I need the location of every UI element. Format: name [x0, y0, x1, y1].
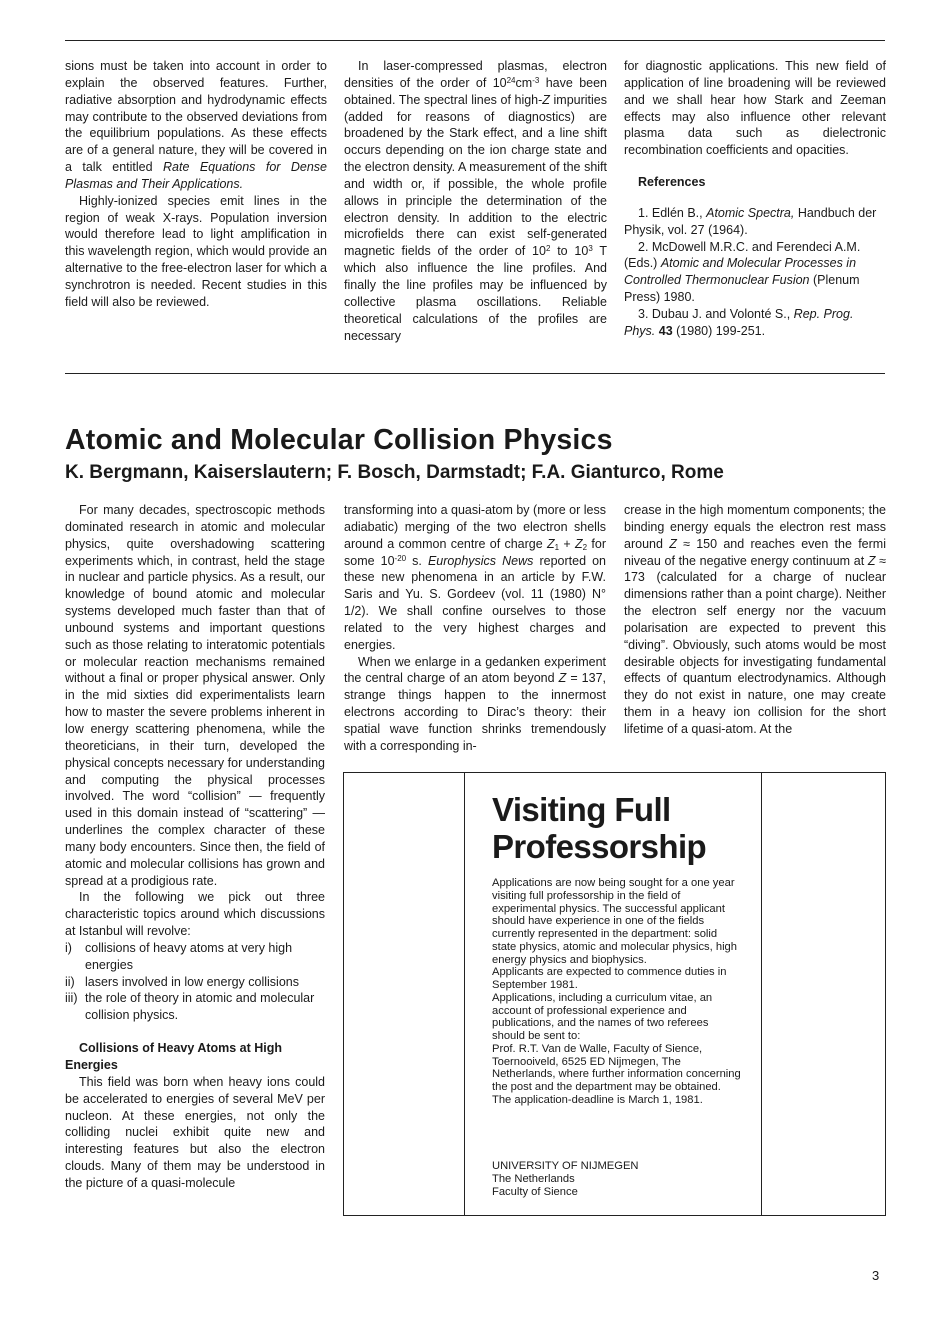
list-item: ii) lasers involved in low energy collisions: [65, 974, 299, 989]
article-authors: K. Bergmann, Kaiserslautern; F. Bosch, Darmstadt; F.A. Gianturco, Rome: [65, 462, 724, 483]
article-column-3: [624, 502, 886, 738]
page-number: 3: [872, 1268, 880, 1283]
paragraph: Highly-ionized species emit lines in the region of weak X-rays. Population inversion would therefore lead to light amplification in this wavelength region, which would provide an alternative to the free-electron laser for which a synchrotron is needed. Recent studies in this field will also be reviewed.: [65, 193, 327, 309]
references-heading: References: [638, 175, 706, 190]
advert-paragraph: Applications, including a curriculum vitae, an account of professional experience and publications, and the names of two referees should be sent to:: [492, 991, 713, 1042]
list-item: iii) the role of theory in atomic and molecular collision physics.: [65, 991, 315, 1023]
paragraph: For many decades, spectroscopic methods dominated research in atomic and molecular physics, quite overshadowing scattering experiments which, in contrast, held the stage in nuclear and particle physics. As a result, our knowledge of bound atomic and molecular systems developed much faster than that of unbound systems and important questions such as those relating to interatomic potentials or molecular reaction mechanisms remained without a final or proper physical answer. Only in the mid sixties did experimentalists learn how to master the severe problems inherent in low energy scattering phenomena, while the theoreticians, in their turn, developed the physical concepts necessary for understanding and computing the physical processes involved. The word “collision” — frequently used in this domain instead of “scattering” — underlines the complex character of these many body encounters. Since then, the field of atomic and molecular collisions has grown and spread at a prodigious rate.: [65, 503, 325, 888]
paragraph: In the following we pick out three characteristic topics around which discussions at Istanbul will revolve:: [65, 890, 325, 939]
paragraph: When we enlarge in a gedanken experiment the central charge of an atom beyond Z = 137, strange things happen to the innermost electrons according to Dirac’s theory: their spatial wave function shrinks tremendously with a corresponding in-: [344, 654, 606, 753]
address-line: Faculty of Sience: [492, 1186, 578, 1199]
address-line: The Netherlands: [492, 1173, 575, 1186]
advert-divider: [761, 773, 762, 1215]
advert-paragraph: The application-deadline is March 1, 1981.: [492, 1093, 703, 1106]
paragraph: sions must be taken into account in order to explain the observed features. Further, radiative absorption and hydrodynamic effects may contribute to the observed deviations from the equilibrium populations. As these effects are of a general nature, they will be covered in a talk entitled Rate Equations for Dense Plasmas and Their Applications.: [65, 59, 327, 191]
job-advert-box: [343, 772, 886, 1216]
advert-title: Visiting Full Professorship: [492, 791, 707, 865]
paragraph: transforming into a quasi-atom by (more or less adiabatic) merging of the two electron shells around a common centre of charge $Z_1 + Z_2$ for some $10^{-20}$ s. Europhysics News reported on these new phenomena in an article by F.W. Saris and Yu. S. Gordeev (vol. 11 (1980) N° 1/2). We shall confine ourselves to those related to the very highest charges and energies.: [344, 503, 606, 652]
section-rule: [65, 373, 885, 374]
paragraph: for diagnostic applications. This new field of application of line broadening will be reviewed and we shall hear how Stark and Zeeman effects may also influence other relevant plasma data such as dielectronic recombination coefficients and opacities.: [624, 59, 886, 158]
article-column-2: [344, 502, 606, 755]
advert-body: [492, 877, 742, 1107]
reference-item: 1. Edlén B., Atomic Spectra, Handbuch der Physik, vol. 27 (1964).: [624, 205, 877, 237]
top-rule: [65, 40, 885, 41]
top-column-2: [344, 58, 607, 344]
list-item: i) collisions of heavy atoms at very high energies: [65, 940, 293, 972]
paragraph: In laser-compressed plasmas, electron densities of the order of $10^{24}cm^{-3}$ have been obtained. The spectral lines of high-Z impurities (added for reasons of diagnostics) are broadened by the Stark effect, and a line shift occurs depending on the ion charge state and the electron density. A measurement of the shift and width or, if possible, the whole profile allows in principle the determination of the electron density. In addition to the electric microfields there can exist self-generated magnetic fields of the order of $10^2$ to $10^3$ T which also influence the line profiles. And finally the line profiles may be influenced by collective plasma oscillations. Reliable theoretical calculations of the profiles are necessary: [344, 59, 608, 343]
article-title: Atomic and Molecular Collision Physics: [65, 424, 613, 456]
top-column-3: [624, 58, 886, 340]
paragraph: This field was born when heavy ions could be accelerated to energies of several MeV per nucleon. At these energies, not only the colliding nuclei exhibit quite new and interesting features but also the electron clouds. Many of them may be understood in the picture of a quasi-molecule: [65, 1074, 325, 1190]
section-subheading: Collisions of Heavy Atoms at High Energies: [65, 1041, 283, 1072]
advert-paragraph: Applications are now being sought for a one year visiting full professorship in the field of experimental physics. The successful applicant should have experience in one of the fields currently represented in the department: solid state physics, atomic and molecular physics, high energy physics and biophysics.: [492, 877, 737, 966]
paragraph: crease in the high momentum components; the binding energy equals the electron rest mass around Z ≈ 150 and reaches even the fermi niveau of the negative energy continuum at Z ≈ 173 (calculated for a charge of nuclear dimensions rather than a point charge). Neither the electron self energy nor the vacuum polarisation are expected to prevent this “diving”. Obviously, such atoms would be most desirable objects for investigating fundamental effects of quantum electrodynamics. Although they do not exist in nature, one may create them in a heavy ion collision for the short lifetime of a quasi-atom. At the: [624, 503, 886, 736]
advert-address: [492, 1160, 742, 1200]
address-line: UNIVERSITY OF NIJMEGEN: [492, 1160, 639, 1172]
reference-item: 3. Dubau J. and Volonté S., Rep. Prog. Phys. 43 (1980) 199-251.: [624, 306, 854, 338]
advert-paragraph: Prof. R.T. Van de Walle, Faculty of Sience, Toernooiveld, 6525 ED Nijmegen, The Netherlands, where further information concerning the post and the department may be obtained.: [492, 1042, 741, 1093]
article-column-1: [65, 502, 325, 1192]
advert-paragraph: Applicants are expected to commence duties in September 1981.: [492, 966, 727, 991]
topic-list: [65, 940, 325, 1024]
advert-divider: [464, 773, 465, 1215]
top-column-1: [65, 58, 327, 311]
reference-item: 2. McDowell M.R.C. and Ferendeci A.M. (Eds.) Atomic and Molecular Processes in Controlled Thermonuclear Fusion (Plenum Press) 1980.: [624, 239, 861, 305]
